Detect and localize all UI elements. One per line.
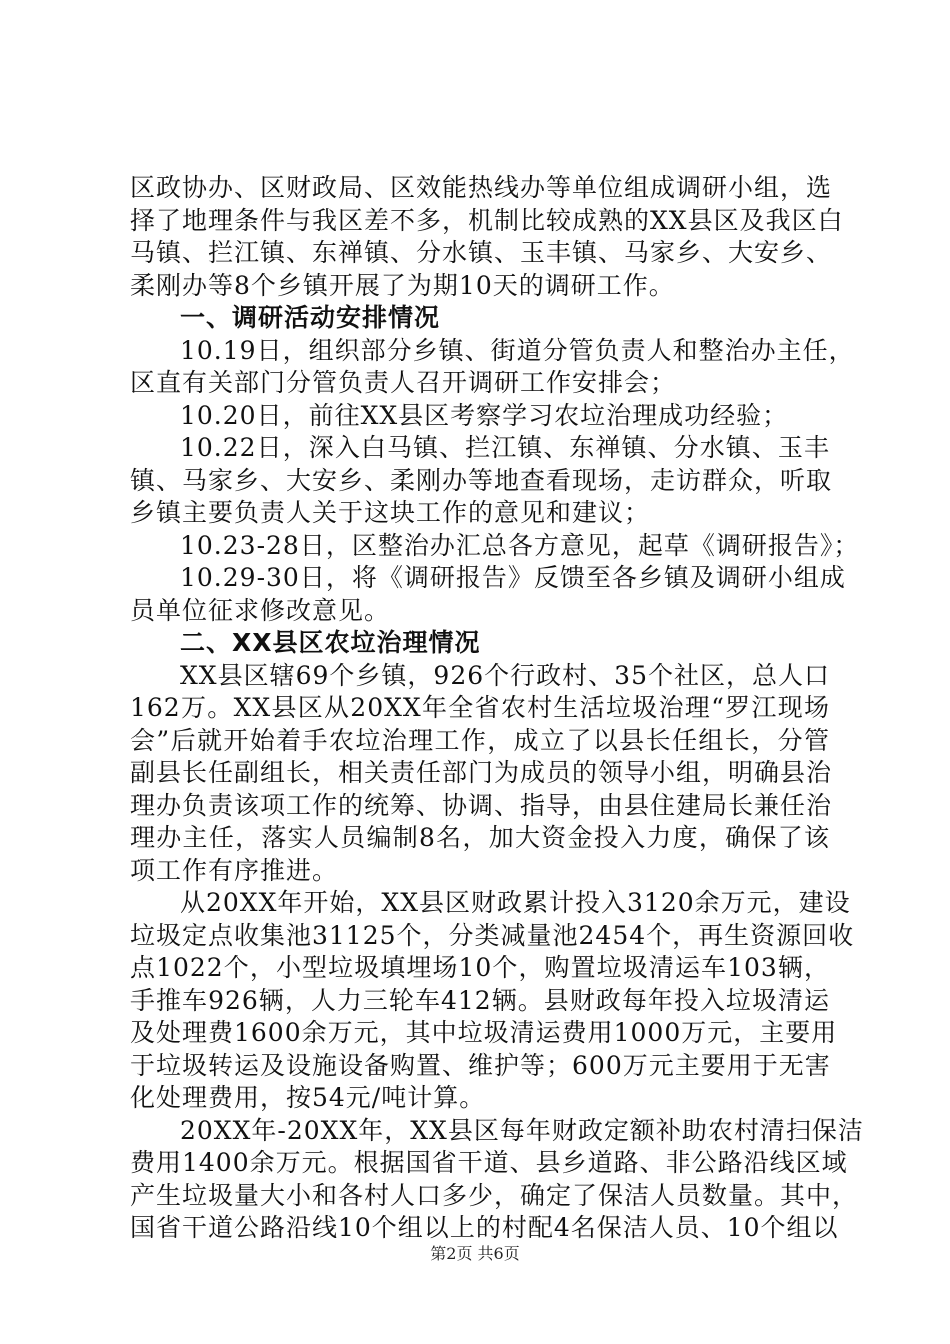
- text-line: 及处理费1600余万元，其中垃圾清运费用1000万元，主要用: [130, 1018, 838, 1047]
- text-line: 10.22日，深入白马镇、拦江镇、东禅镇、分水镇、玉丰: [180, 433, 830, 462]
- text-line: 理办主任，落实人员编制8名，加大资金投入力度，确保了该: [130, 823, 830, 852]
- section-heading: 二、XX县区农垃治理情况: [180, 628, 481, 657]
- document-body: [130, 172, 864, 1245]
- text-line: 副县长任副组长，相关责任部门为成员的领导小组，明确县治: [130, 758, 833, 787]
- text-line: 手推车926辆，人力三轮车412辆。县财政每年投入垃圾清运: [130, 985, 830, 1015]
- text-line: 10.20日，前往XX县区考察学习农垃治理成功经验；: [180, 400, 789, 430]
- text-line: 乡镇主要负责人关于这块工作的意见和建议；: [130, 498, 651, 527]
- text-line: 于垃圾转运及设施设备购置、维护等；600万元主要用于无害: [130, 1050, 831, 1080]
- section-heading: 一、调研活动安排情况: [180, 303, 441, 332]
- text-line: 项工作有序推进。: [130, 855, 339, 885]
- text-line: 10.23-28日，区整治办汇总各方意见，起草《调研报告》；: [180, 530, 860, 560]
- text-line: 柔刚办等8个乡镇开展了为期10天的调研工作。: [130, 270, 675, 300]
- text-line: XX县区辖69个乡镇，926个行政村、35个社区，总人口: [180, 660, 830, 690]
- text-line: 会”后就开始着手农垃治理工作，成立了以县长任组长，分管: [130, 725, 830, 755]
- text-line: 镇、马家乡、大安乡、柔刚办等地查看现场，走访群众，听取: [130, 465, 833, 495]
- text-line: 化处理费用，按54元/吨计算。: [130, 1083, 486, 1112]
- text-line: 点1022个，小型垃圾填埋场10个，购置垃圾清运车103辆，: [130, 953, 830, 982]
- page-footer: 第2页 共6页: [430, 1244, 520, 1263]
- text-line: 20XX年-20XX年，XX县区每年财政定额补助农村清扫保洁: [180, 1115, 864, 1145]
- text-line: 产生垃圾量大小和各村人口多少，确定了保洁人员数量。其中，: [130, 1180, 859, 1210]
- text-line: 从20XX年开始，XX县区财政累计投入3120余万元，建设: [180, 888, 851, 917]
- text-line: 区直有关部门分管负责人召开调研工作安排会；: [130, 368, 677, 397]
- text-line: 10.29-30日，将《调研报告》反馈至各乡镇及调研小组成: [180, 563, 846, 592]
- text-line: 员单位征求修改意见。: [130, 595, 391, 625]
- text-line: 费用1400余万元。根据国省干道、县乡道路、非公路沿线区域: [130, 1148, 848, 1177]
- text-line: 国省干道公路沿线10个组以上的村配4名保洁人员、10个组以: [130, 1213, 839, 1242]
- text-line: 马镇、拦江镇、东禅镇、分水镇、玉丰镇、马家乡、大安乡、: [130, 238, 833, 267]
- text-line: 理办负责该项工作的统筹、协调、指导，由县住建局长兼任治: [130, 790, 833, 820]
- text-line: 10.19日，组织部分乡镇、街道分管负责人和整治办主任，: [180, 335, 855, 365]
- text-line: 162万。XX县区从20XX年全省农村生活垃圾治理“罗江现场: [130, 693, 830, 722]
- text-line: 垃圾定点收集池31125个，分类减量池2454个，再生资源回收: [130, 920, 855, 950]
- text-line: 择了地理条件与我区差不多，机制比较成熟的XX县区及我区白: [130, 205, 844, 235]
- text-line: 区政协办、区财政局、区效能热线办等单位组成调研小组，选: [130, 173, 833, 202]
